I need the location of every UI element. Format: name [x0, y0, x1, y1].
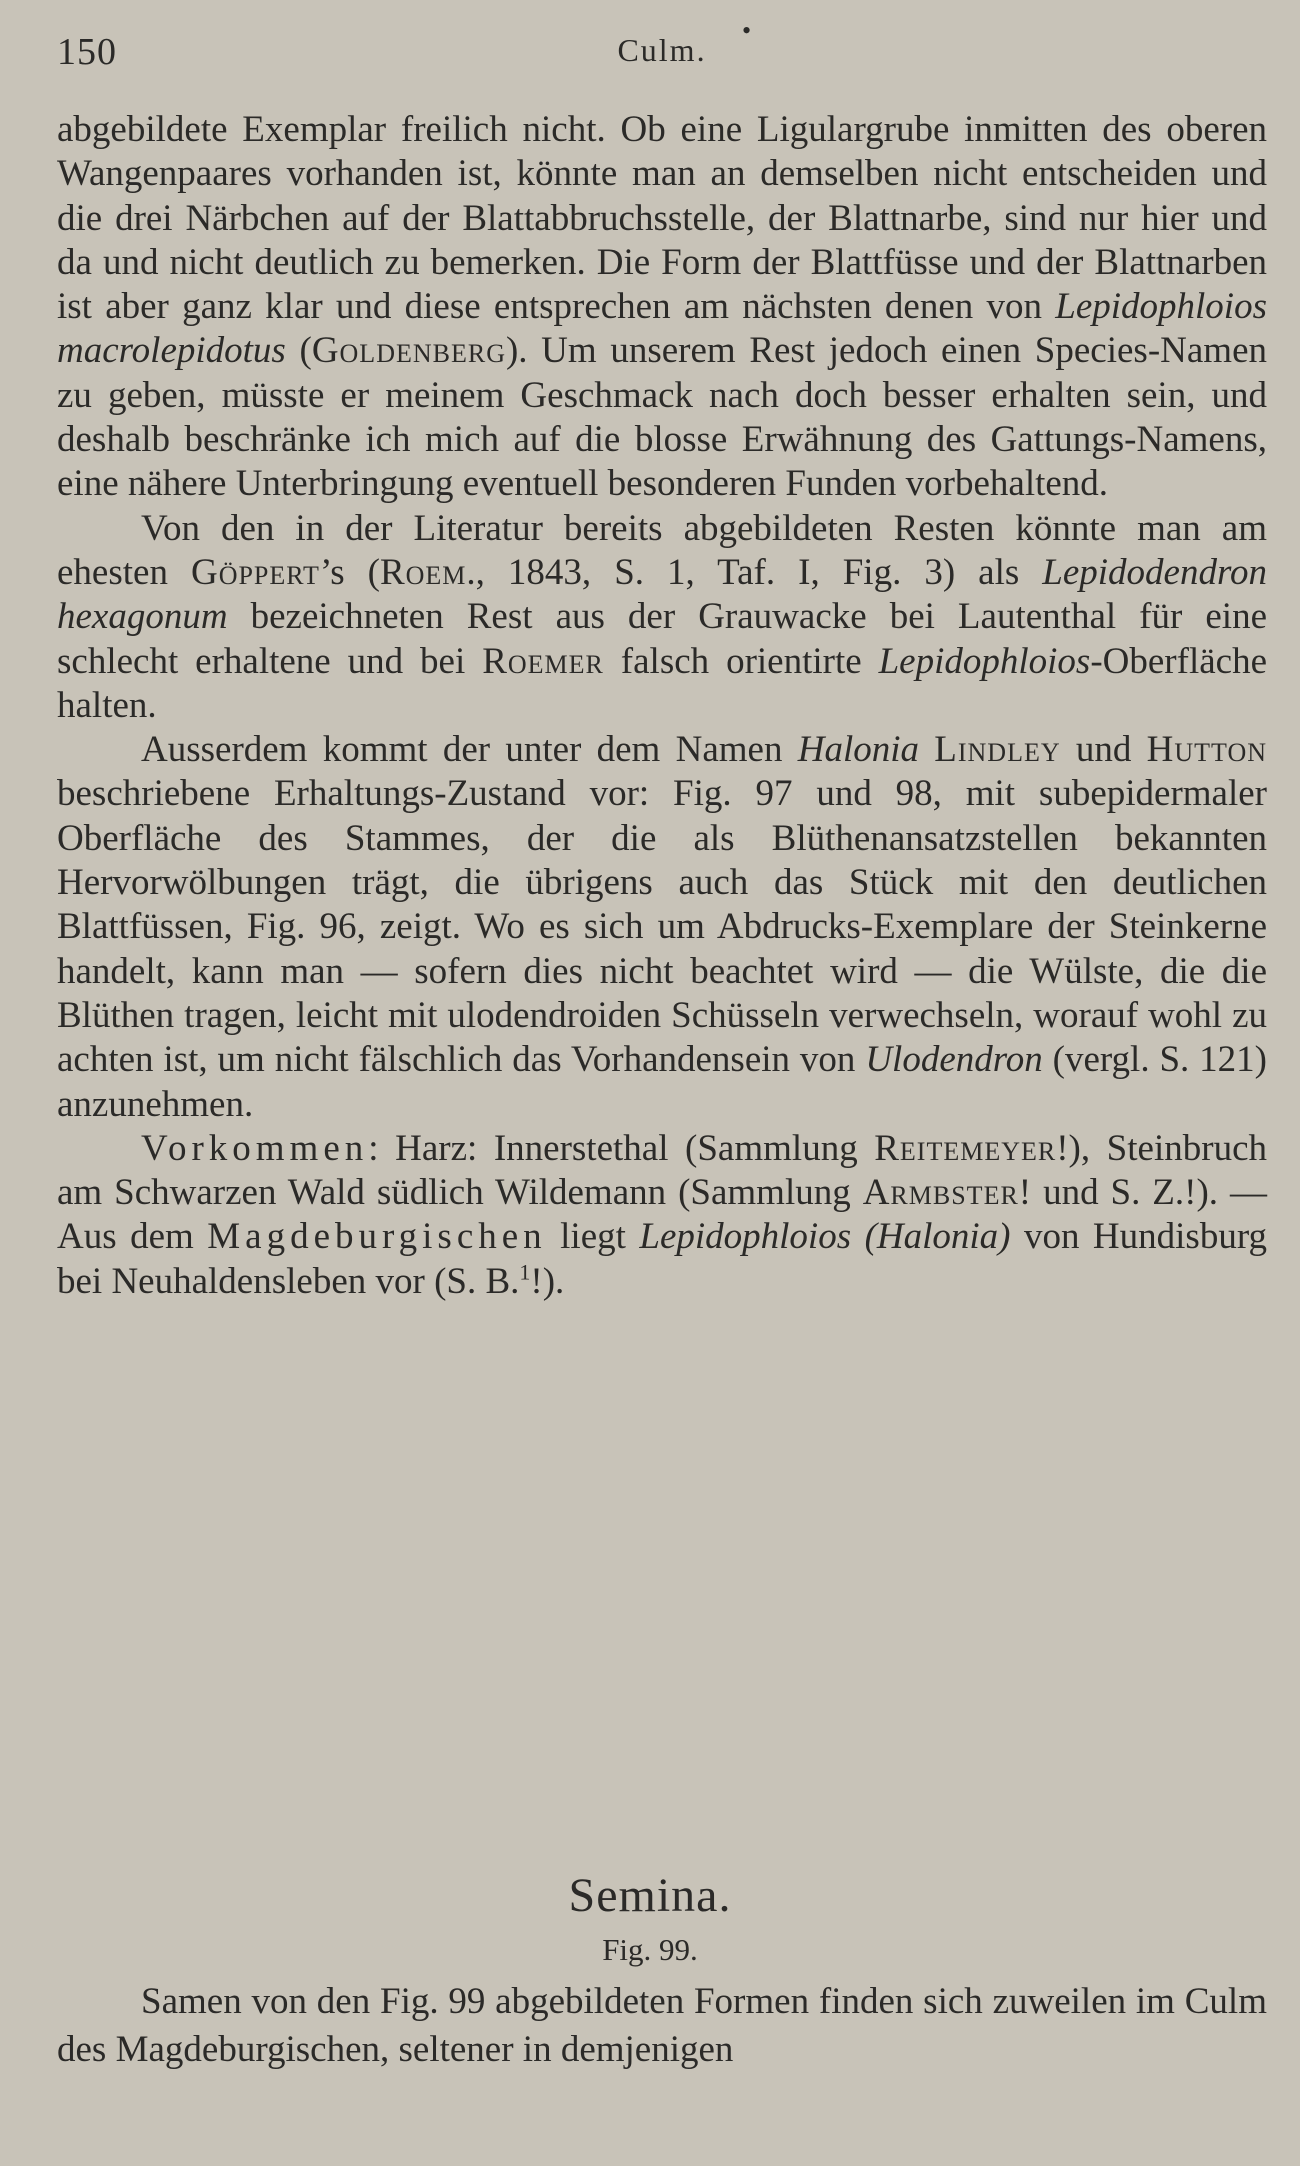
paragraph-3-text-g: beschriebene Erhaltungs-Zustand vor: Fig. 97 und 98, mit subepidermaler Oberfläche des Stammes, der die als Blüthenansatzstellen bekannten Hervorwölbungen trägt, die übrigens auch das Stück mit den deutlichen Blattfüssen, Fig. 96, zeigt. Wo es sich um Abdrucks-Exemplare der Steinkerne handelt, kann man — sofern dies nicht beachtet wird — die Wülste, die die Blüthen tragen, leicht mit ulodendroiden Schüsseln verwechseln, worauf wohl zu achten ist, um nicht fälschlich das Vorhandensein von [57, 773, 1267, 1081]
paragraph-4-text-d: !), Steinbruch am Schwarzen Wald südlich Wildemann (Sammlung [57, 1127, 1267, 1214]
page-number: 150 [57, 31, 117, 73]
author-name: Lindley [934, 729, 1061, 771]
paragraph-4-text-b: : Harz: Innerstethal (Sammlung [368, 1127, 875, 1169]
paragraph-4-text-f: ! und S. Z.!). — Aus dem [57, 1172, 1267, 1258]
author-name: Goldenberg [311, 330, 506, 372]
species-name: Lepidophloios (Halonia) [639, 1216, 1011, 1258]
author-name: Roem [379, 551, 467, 593]
species-name: Lepidophloios macrolepidotus [57, 286, 1267, 372]
author-name: Göppert [190, 551, 320, 593]
paragraph-1-text-e: ). Um unserem Rest jedoch einen Species-Namen zu geben, müsste er meinem Geschmack nach doch besser erhalten sein, und deshalb beschränke ich mich auf die blosse Erwähnung des Gattungs-Namens, eine nähere Unterbringung eventuell besonderen Funden vorbehaltend. [57, 330, 1267, 505]
species-name: Lepidodendron hexagonum [57, 551, 1268, 638]
paragraph-1-text-c: ( [285, 330, 312, 372]
author-name: Hutton [1146, 729, 1267, 771]
figure-reference: Fig. 99. [602, 1932, 698, 1967]
running-head: Culm. [617, 32, 707, 68]
header-dot: • [742, 16, 752, 45]
page-header [57, 16, 1267, 78]
paragraph-3-text-i: (vergl. S. 121) anzunehmen. [57, 1039, 1267, 1125]
paragraph-1-text-a: abgebildete Exemplar freilich nicht. Ob eine Ligulargrube inmitten des oberen Wangenpaares vorhanden ist, könnte man an demselben nicht entscheiden und die drei Närbchen auf der Blattabbruchsstelle, der Blattnarbe, sind nur hier und da und nicht deutlich zu bemerken. Die Form der Blattfüsse und der Blattnarben ist aber ganz klar und diese entsprechen am nächsten denen von [57, 109, 1267, 328]
paragraph-2 [57, 507, 1267, 728]
paragraph-4-text-j: von Hundisburg bei Neuhaldensleben vor (S. B. [57, 1216, 1267, 1302]
section-title: Semina. [568, 1869, 732, 1922]
paragraph-2-text-i: falsch orientirte [603, 640, 879, 682]
paragraph-3-text-c [919, 729, 934, 770]
paragraph-2-text-k: -Oberfläche halten. [57, 640, 1267, 726]
paragraph-2-text-e: ., 1843, S. 1, Taf. I, Fig. 3) als [466, 551, 1043, 593]
footnote-marker: 1 [519, 1259, 531, 1285]
paragraph-4-text-h: liegt [546, 1216, 640, 1258]
paragraph-3-text-e: und [1060, 729, 1147, 771]
paragraph-2-text-a: Von den in der Literatur bereits abgebildeten Resten könnte man am ehesten [57, 507, 1267, 593]
author-name: Roemer [482, 640, 604, 682]
occurrence-label: Vorkommen [141, 1127, 369, 1169]
genus-name: Lepidophloios [878, 640, 1091, 682]
paragraph-2-text-g: bezeichneten Rest aus der Grauwacke bei Lautenthal für eine schlecht erhaltene und bei [57, 596, 1267, 682]
paragraph-3 [57, 728, 1267, 1127]
collector-name: Reitemeyer [874, 1127, 1057, 1169]
paragraph-1 [57, 108, 1267, 507]
paragraph-2-text-c: ’s ( [319, 551, 380, 593]
genus-name: Halonia [797, 729, 919, 771]
paragraph-4-text-l: !). [530, 1260, 565, 1302]
body-text [57, 108, 1267, 1304]
paragraph-5: Samen von den Fig. 99 abgebildeten Formen finden sich zuweilen im Culm des Magdeburgischen, seltener in demjenigen [57, 1981, 1267, 2070]
paragraph-3-text-a: Ausserdem kommt der unter dem Namen [141, 729, 798, 771]
genus-name: Ulodendron [865, 1039, 1043, 1081]
section-body [57, 1978, 1267, 2074]
region-name: Magdeburgischen [207, 1216, 547, 1258]
collector-name: Armbster [862, 1172, 1019, 1214]
paragraph-4 [57, 1127, 1267, 1304]
